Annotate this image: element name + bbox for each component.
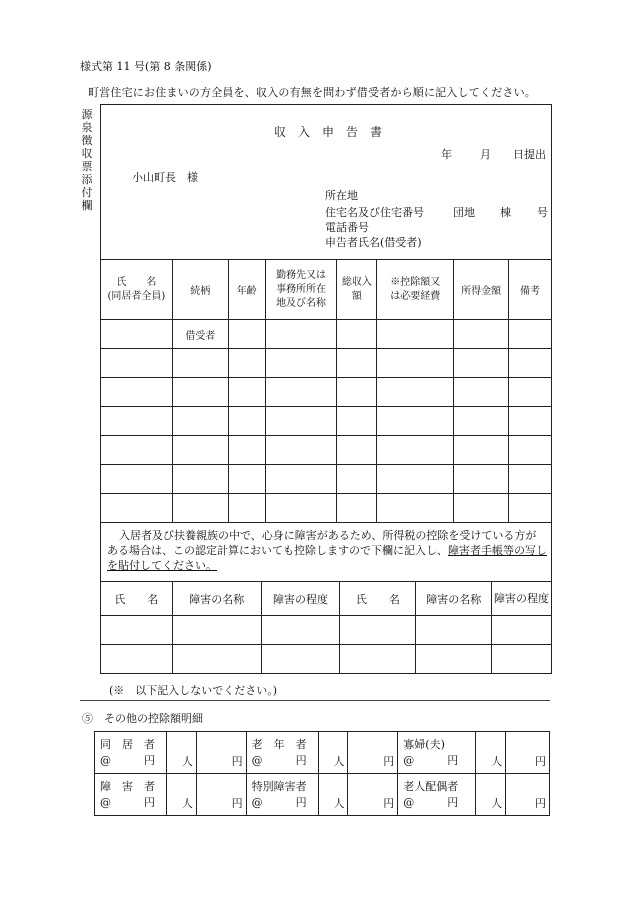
table-cell[interactable] — [101, 494, 173, 523]
table-row — [101, 349, 552, 378]
deduction-rate: @ 円 — [251, 753, 307, 767]
date-month: 月 — [480, 148, 491, 161]
header-remarks: 備考 — [509, 260, 552, 320]
table-row — [101, 378, 552, 407]
deduction-amount: 円 — [196, 732, 246, 774]
date-day-submitted: 日提出 — [513, 148, 546, 161]
table-row — [101, 465, 552, 494]
table-cell[interactable] — [228, 494, 265, 523]
deduction-cell — [398, 732, 476, 774]
table-cell[interactable] — [509, 407, 552, 436]
table-cell[interactable] — [265, 349, 337, 378]
table-cell[interactable] — [228, 378, 265, 407]
side-label-char: 源 — [81, 108, 93, 121]
deduction-count: 人 — [318, 732, 348, 774]
instruction-text: 町営住宅にお住まいの方全員を、収入の有無を問わず借受者から順に記入してください。 — [88, 86, 536, 99]
deduction-label: 特別障害者 — [251, 779, 307, 793]
table-cell[interactable] — [377, 465, 454, 494]
deduction-cell — [398, 774, 476, 816]
table-cell[interactable] — [228, 465, 265, 494]
cell-age[interactable] — [228, 320, 265, 349]
table-cell[interactable] — [337, 494, 377, 523]
applicant-housing-label: 住宅名及び住宅番号 — [325, 206, 424, 219]
table-cell[interactable] — [172, 494, 228, 523]
table-cell[interactable] — [261, 616, 340, 645]
deduction-cell — [95, 732, 167, 774]
header-age: 年齢 — [228, 260, 265, 320]
deduction-amount: 円 — [506, 732, 550, 774]
table-cell[interactable] — [337, 436, 377, 465]
income-table — [100, 259, 552, 523]
deduction-rate: @ 円 — [100, 753, 155, 767]
cell-relation: 借受者 — [172, 320, 228, 349]
table-cell[interactable] — [101, 465, 173, 494]
dis-header-type-1: 障害の名称 — [172, 582, 261, 616]
deduction-cell — [246, 732, 318, 774]
divider-line — [80, 700, 550, 701]
side-label-column — [80, 108, 94, 212]
side-label-char: 添 — [81, 173, 93, 186]
disability-note — [107, 528, 547, 573]
table-cell[interactable] — [101, 378, 173, 407]
deduction-rate: @ 円 — [251, 795, 307, 809]
table-cell[interactable] — [265, 436, 337, 465]
table-cell[interactable] — [337, 407, 377, 436]
table-cell[interactable] — [172, 349, 228, 378]
disability-note-underlined: 障害者手帳等の写しを貼付してください。 — [107, 544, 547, 572]
dis-header-type-2: 障害の名称 — [416, 582, 492, 616]
office-use-notice: (※ 以下記入しないでください。) — [109, 684, 278, 697]
date-year: 年 — [441, 148, 452, 161]
side-label-char: 徴 — [81, 134, 93, 147]
cell-remarks[interactable] — [509, 320, 552, 349]
deduction-label: 老人配偶者 — [403, 779, 459, 793]
table-cell[interactable] — [101, 645, 173, 674]
table-cell[interactable] — [265, 465, 337, 494]
deduction-cell — [95, 774, 167, 816]
deductions-table — [94, 731, 550, 816]
deduction-count: 人 — [476, 732, 506, 774]
frame-top-line — [100, 104, 552, 105]
table-cell[interactable] — [228, 436, 265, 465]
deduction-count: 人 — [318, 774, 348, 816]
deduction-section-title: ⑤ その他の控除額明細 — [82, 712, 203, 725]
dis-header-degree-1: 障害の程度 — [261, 582, 340, 616]
header-deduction: ※控除額又 は必要経費 — [377, 260, 454, 320]
table-row — [101, 320, 552, 349]
table-cell[interactable] — [337, 349, 377, 378]
table-cell[interactable] — [261, 645, 340, 674]
deduction-cell — [246, 774, 318, 816]
table-cell[interactable] — [172, 465, 228, 494]
table-cell[interactable] — [228, 349, 265, 378]
deduction-count: 人 — [166, 774, 196, 816]
header-name: 氏 名 (同居者全員) — [101, 260, 173, 320]
table-cell[interactable] — [101, 407, 173, 436]
applicant-danchi-label: 団地 — [453, 206, 475, 219]
table-cell[interactable] — [337, 465, 377, 494]
cell-name[interactable] — [101, 320, 173, 349]
table-cell[interactable] — [101, 436, 173, 465]
table-row — [101, 494, 552, 523]
table-cell[interactable] — [454, 407, 509, 436]
cell-total-income[interactable] — [337, 320, 377, 349]
deduction-rate: @ 円 — [403, 753, 459, 767]
table-cell[interactable] — [101, 349, 173, 378]
header-relation: 続柄 — [172, 260, 228, 320]
table-cell[interactable] — [454, 349, 509, 378]
table-cell[interactable] — [416, 616, 492, 645]
table-cell[interactable] — [172, 378, 228, 407]
table-cell[interactable] — [340, 645, 416, 674]
table-cell[interactable] — [492, 645, 552, 674]
table-row — [101, 645, 552, 674]
table-cell[interactable] — [172, 407, 228, 436]
table-cell[interactable] — [265, 378, 337, 407]
deduction-row — [95, 732, 550, 774]
table-cell[interactable] — [509, 436, 552, 465]
applicant-phone-label: 電話番号 — [325, 221, 369, 234]
side-label-char: 収 — [81, 147, 93, 160]
table-cell[interactable] — [101, 616, 173, 645]
table-cell[interactable] — [172, 436, 228, 465]
deduction-rate: @ 円 — [100, 795, 155, 809]
table-cell[interactable] — [416, 645, 492, 674]
cell-workplace[interactable] — [265, 320, 337, 349]
addressee: 小山町長 様 — [132, 171, 198, 184]
dis-header-degree-2: 障害の程度 — [492, 582, 552, 616]
deduction-amount: 円 — [348, 774, 398, 816]
deduction-row — [95, 774, 550, 816]
side-label-char: 票 — [81, 160, 93, 173]
table-cell[interactable] — [454, 465, 509, 494]
deduction-rate: @ 円 — [403, 795, 459, 809]
table-cell[interactable] — [492, 616, 552, 645]
income-header-row — [101, 260, 552, 320]
side-label-char: 泉 — [81, 121, 93, 134]
applicant-unit-label: 号 — [537, 206, 548, 219]
deduction-amount: 円 — [196, 774, 246, 816]
table-cell[interactable] — [172, 616, 261, 645]
deduction-count: 人 — [476, 774, 506, 816]
deduction-label: 同 居 者 — [100, 737, 155, 751]
deduction-count: 人 — [166, 732, 196, 774]
dis-header-name-2: 氏 名 — [340, 582, 416, 616]
table-cell[interactable] — [509, 349, 552, 378]
deduction-label: 老 年 者 — [251, 737, 307, 751]
table-cell[interactable] — [377, 349, 454, 378]
table-cell[interactable] — [454, 436, 509, 465]
header-total-income: 総収入 額 — [337, 260, 377, 320]
deduction-amount: 円 — [348, 732, 398, 774]
table-cell[interactable] — [228, 407, 265, 436]
table-cell[interactable] — [454, 494, 509, 523]
header-workplace: 勤務先又は 事務所所在 地及び名称 — [265, 260, 337, 320]
table-cell[interactable] — [265, 407, 337, 436]
table-cell[interactable] — [265, 494, 337, 523]
table-row — [101, 616, 552, 645]
table-cell[interactable] — [509, 378, 552, 407]
applicant-name-label: 申告者氏名(借受者) — [325, 236, 422, 249]
form-number-label: 様式第 11 号(第 8 条関係) — [80, 60, 212, 73]
table-cell[interactable] — [337, 378, 377, 407]
deduction-label: 障 害 者 — [100, 779, 155, 793]
table-cell[interactable] — [377, 407, 454, 436]
table-cell[interactable] — [340, 616, 416, 645]
table-row — [101, 436, 552, 465]
deduction-amount: 円 — [506, 774, 550, 816]
document-title: 収 入 申 告 書 — [274, 125, 383, 139]
disability-table — [100, 581, 552, 674]
cell-income-amount[interactable] — [454, 320, 509, 349]
side-label-char: 付 — [81, 186, 93, 199]
applicant-address-label: 所在地 — [325, 189, 358, 202]
table-cell[interactable] — [454, 378, 509, 407]
disability-note-text: 入居者及び扶養親族の中で、心身に障害があるため、所得税の控除を受けている方がある場合は、この認定計算においても控除しますので下欄に記入し、 — [107, 529, 537, 557]
cell-deduction[interactable] — [377, 320, 454, 349]
dis-header-name-1: 氏 名 — [101, 582, 173, 616]
table-cell[interactable] — [509, 494, 552, 523]
table-row — [101, 407, 552, 436]
table-cell[interactable] — [377, 378, 454, 407]
deduction-label: 寡婦(夫) — [403, 737, 445, 751]
header-income-amount: 所得金額 — [454, 260, 509, 320]
side-label-char: 欄 — [81, 199, 93, 212]
table-cell[interactable] — [509, 465, 552, 494]
table-cell[interactable] — [377, 494, 454, 523]
table-cell[interactable] — [377, 436, 454, 465]
applicant-building-label: 棟 — [500, 206, 511, 219]
table-cell[interactable] — [172, 645, 261, 674]
disability-header-row — [101, 582, 552, 616]
